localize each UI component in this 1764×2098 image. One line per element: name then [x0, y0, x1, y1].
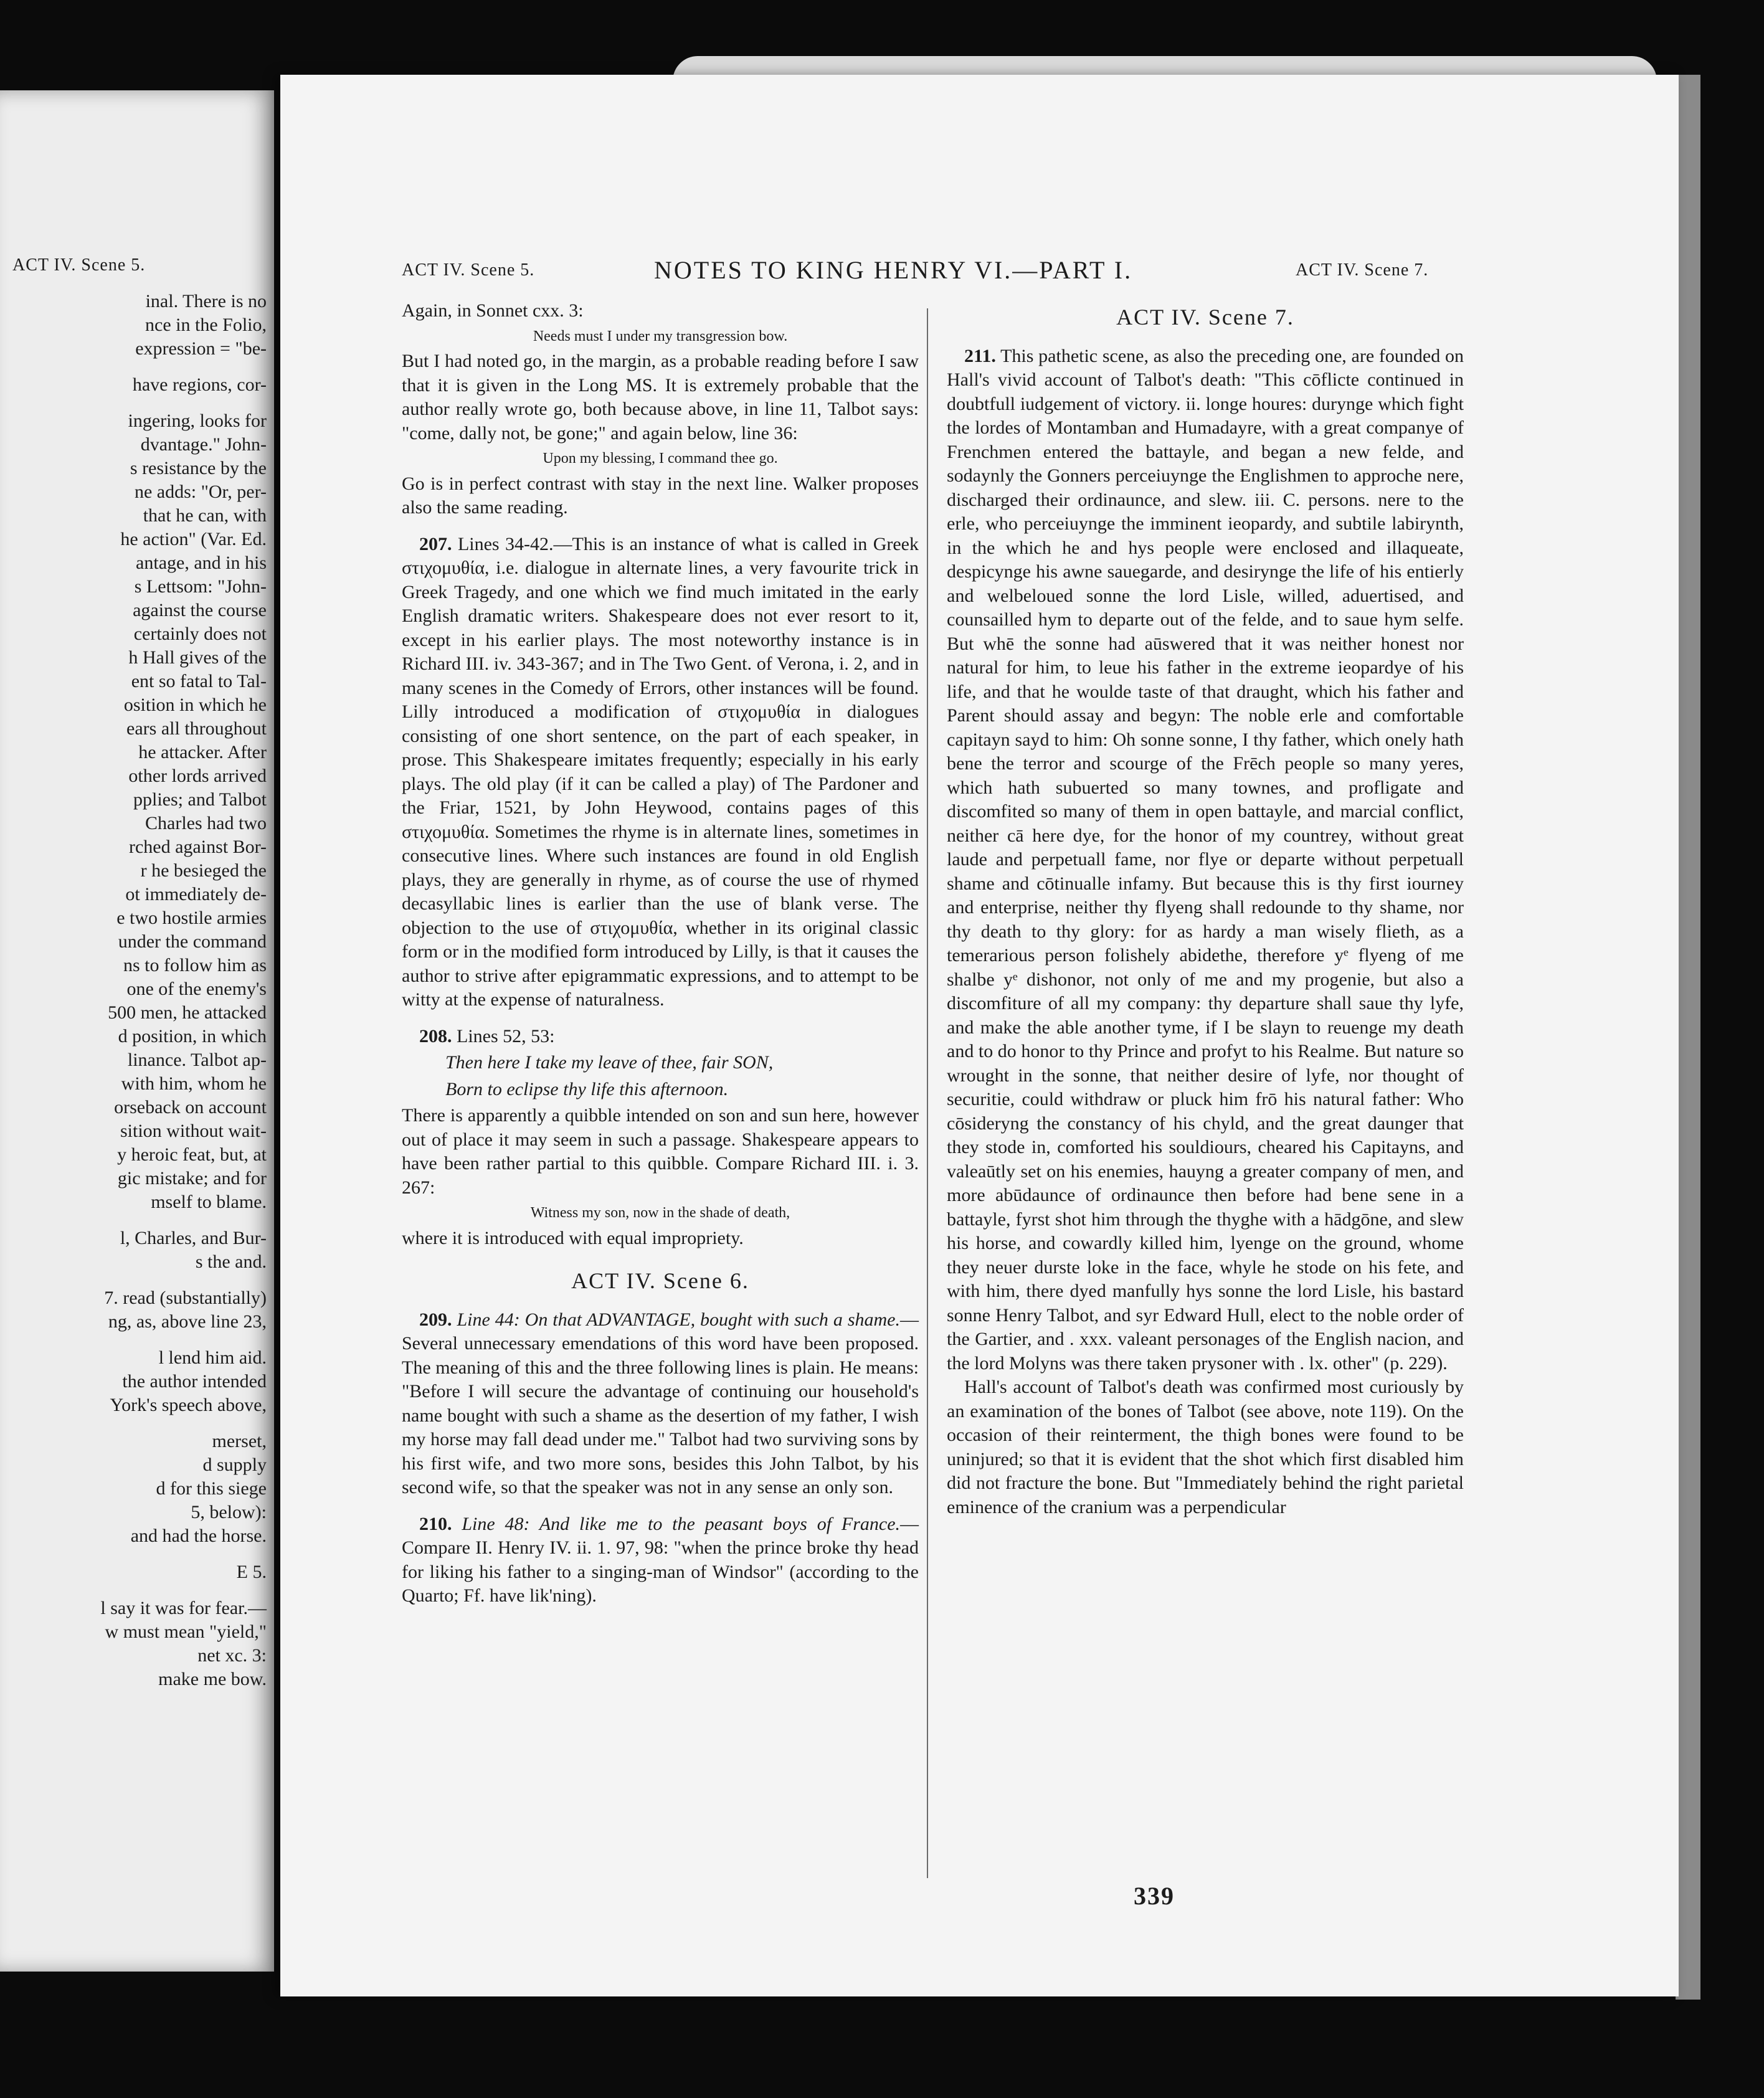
left-page-line: under the command — [118, 931, 267, 952]
left-page-line: linance. Talbot ap- — [127, 1050, 267, 1070]
left-page-line: rched against Bor- — [129, 837, 267, 857]
left-page-line: h Hall gives of the — [128, 647, 267, 668]
left-page-line: merset, — [212, 1431, 267, 1451]
paragraph: Hall's account of Talbot's death was confirmed most curiously by an examination of the bones of Talbot (see above, note 119). On the occasion of their reinterment, the thigh bones were found to be uninjured; so that it is evident that the shot which first disabled him did not fracture the bone. But "Immediately behind the right parietal eminence of the cranium was a perpendicular — [947, 1377, 1464, 1517]
left-page-line: the author intended — [122, 1371, 267, 1392]
right-page — [280, 75, 1679, 1996]
running-head-title: NOTES TO KING HENRY VI.—PART I. — [654, 256, 1133, 284]
note-number: 208. — [419, 1025, 452, 1047]
left-page-line: w must mean "yield," — [105, 1621, 267, 1642]
note-number: 211. — [964, 345, 996, 366]
left-page-line: d supply — [202, 1455, 267, 1475]
left-page-line: expression = "be- — [135, 338, 267, 359]
note-text: This pathetic scene, as also the preceding one, are founded on Hall's vivid account of Talbot's death: "This cōflicte continued in doubtfull iudgement of victory. ii. longe houres: durynge which fight the lordes of Montamban and Humadayre, with a great companye of Frenchmen entered the battayle, and began a new felde, and sodaynly the Gonners perceiuynge the Englishmen to approche nere, discharged their ordinaunce, and slew. iii. C. persons. nere to the erle, who perceiuynge the imminent ieopardy, and subtile labirynth, in the which he and hys people were enclosed and illaqueate, despicynge his awne sauegarde, and desirynge the life of his entierly and welbeloued sonne the lord Lisle, willed, aduertised, and counsailled hym to departe out of the felde, and to saue hym selfe. But whē the sonne had aūswered that it was neither honest nor natural for him, to leue his father in the extreme ieopardye of his life, and that he woulde taste of that draught, which his father and Parent should assay and begyn: The noble erle and comfortable capitayn sayd to him: Oh sonne sonne, I thy father, which onely hath bene the terror and scourge of the Frēch people so many yeres, which hath subuerted so many townes, and profligate and discomfited so many of them in open battayle, and marcial conflict, neither cā here dye, for the honor of my countrey, without great laude and perpetuall fame, nor flye or departe without perpetuall shame and cōtinualle infamy. But because this is thy first iourney and enterprise, neither thy flyeng shall redounde to thy shame, nor thy death to thy glory: for as hardy a man wisely flieth, as a temerarious person folishely abidethe, therefore yᵉ flyeng of me shalbe yᵉ dishonor, not only of me and my progenie, but also a discomfiture of all my company: thy departure shall saue thy lyfe, and make the able another tyme, if I be slayn to reuenge my death and to do honor to thy Prince and profyt to his Realme. But nature so wrought in the sonne, that neither desire of lyfe, nor thought of securitie, could withdraw or pluck him frō his natural father: Who cōsideryng the constancy of his chyld, and the great daunger that they stode in, comforted his souldiours, cheared his Capitayns, and valeaūtly set on his enemies, hauyng a greater company of men, and more abūdaunce of ordinaunce then before had bene sene in a battayle, fyrst shot him through the thyghe with a hādgōne, and slew his horse, and cowardly killed him, lyenge on the ground, whome they neuer durste loke in the face, whyle he stode on his fete, and with him, there dyed manfully hys sonne the lord Lisle, his bastard sonne Henry Talbot, and syr Edward Hull, elect to the noble order of the Gartier, and . xxx. valeant personages of the English nacion, and the lord Molyns was there taken prysoner with . lx. other" (p. 229). — [947, 345, 1464, 1374]
left-page-line: 5, below): — [191, 1502, 267, 1522]
left-page-line: s the and. — [195, 1251, 267, 1272]
left-facing-page — [0, 90, 274, 1972]
note-lead: Line 48: And like me to the peasant boys of France. — [462, 1513, 901, 1534]
note-number: 209. — [419, 1309, 452, 1330]
left-page-line: against the course — [133, 600, 267, 620]
left-page-line: he attacker. After — [138, 742, 267, 762]
note-209 — [402, 1308, 919, 1500]
left-page-line: pplies; and Talbot — [133, 789, 267, 810]
column-divider — [927, 308, 928, 1878]
left-page-line: have regions, cor- — [132, 374, 267, 395]
left-page-line: l, Charles, and Bur- — [120, 1228, 267, 1248]
paragraph: But I had noted go, in the margin, as a probable reading before I saw that it is given in the Long MS. It is extremely probable that the author really wrote go, both because above, in line 11, Talbot says: "come, dally not, be gone;" and again below, line 36: — [402, 351, 919, 444]
left-page-line: 7. read (substantially) — [104, 1288, 267, 1308]
left-page-line: one of the enemy's — [126, 979, 267, 999]
quote-richard: Witness my son, now in the shade of death, — [530, 1205, 790, 1221]
left-page-line: d position, in which — [118, 1026, 267, 1047]
page-number: 339 — [1134, 1882, 1175, 1910]
left-page-line: orseback on account — [114, 1097, 267, 1118]
left-page-line: ingering, looks for — [128, 411, 267, 431]
left-page-line: he action" (Var. Ed. — [120, 529, 267, 549]
quote-sonnet: Needs must I under my transgression bow. — [533, 328, 788, 344]
verse-line: Then here I take my leave of thee, fair SON, — [445, 1052, 774, 1073]
left-page-line: certainly does not — [133, 624, 267, 644]
left-page-line: mself to blame. — [151, 1192, 267, 1212]
note-lead: Line 44: On that ADVANTAGE, bought with such a shame. — [457, 1309, 900, 1330]
left-page-line: ent so fatal to Tal- — [131, 671, 267, 691]
verse-line: Born to eclipse thy life this afternoon. — [445, 1078, 729, 1099]
scene-6-heading: ACT IV. Scene 6. — [571, 1268, 749, 1293]
note-text: Lines 34-42.—This is an instance of what is called in Greek στιχομυθία, i.e. dialogue in alternate lines, a very favourite trick in Greek Tragedy, and one which we find much imitated in the early English dramatic writers. Shakespeare does not ever resort to it, except in his earlier plays. The most noteworthy instance is in Richard III. iv. 343-367; and in The Two Gent. of Verona, i. 2, and in many scenes in the Comedy of Errors, other instances will be found. Lilly introduced a modification of στιχομυθία in dialogues consisting of one short sentence, on the part of each speaker, in prose. This Shakespeare imitates frequently; especially in his early plays. The old play (if it can be called a play) of The Pardoner and the Friar, 1521, by John Heywood, contains pages of this στιχομυθία. Sometimes the rhyme is in alternate lines, sometimes in consecutive lines. Where such instances are found in old English plays, they are generally in rhyme, as of course the use of rhymed decasyllabic lines is earlier than the use of blank verse. The objection to the use of στιχομυθία, whether in its original classic form or in the modified form introduced by Lilly, is that it causes the author to strive after epigrammatic expressions, and to attempt to be witty at the expense of naturalness. — [402, 533, 919, 1010]
left-page-running-head: ACT IV. Scene 5. — [12, 255, 146, 275]
note-number: 207. — [419, 533, 452, 554]
left-page-line: s resistance by the — [130, 458, 267, 478]
left-page-line: antage, and in his — [136, 553, 267, 573]
left-page-line: y heroic feat, but, at — [117, 1144, 267, 1165]
quote-blessing: Upon my blessing, I command thee go. — [543, 450, 778, 467]
left-page-line: ears all throughout — [126, 718, 267, 739]
note-heading: Lines 52, 53: — [457, 1025, 555, 1047]
intro-line: Again, in Sonnet cxx. 3: — [402, 300, 584, 321]
left-page-line: Charles had two — [145, 813, 267, 833]
left-page-line: osition in which he — [123, 695, 267, 715]
left-page-line: ns to follow him as — [123, 955, 267, 975]
left-page-line: d for this siege — [156, 1478, 267, 1499]
note-208 — [402, 1025, 919, 1049]
running-head — [280, 255, 1679, 287]
left-page-line: l lend him aid. — [158, 1347, 267, 1368]
running-head-left: ACT IV. Scene 5. — [402, 260, 535, 280]
note-207 — [402, 533, 919, 1012]
left-page-line: net xc. 3: — [197, 1645, 267, 1666]
left-page-line: that he can, with — [143, 505, 267, 526]
left-page-line: make me bow. — [158, 1669, 267, 1689]
note-text: —Several unnecessary emendations of this word have been proposed. The meaning of this and the three following lines is plain. He means: "Before I will secure the advantage of continuing our household's name bought with such a shame as the desertion of my father, I wish my horse may fall dead under me." Talbot had two surviving sons by his first wife, and two more sons, besides this John Talbot, by his second wife, so that the speaker was not in any sense an only son. — [402, 1309, 919, 1498]
running-head-right: ACT IV. Scene 7. — [1296, 260, 1429, 280]
left-page-line: gic mistake; and for — [117, 1168, 267, 1189]
left-page-line: ot immediately de- — [125, 884, 267, 904]
note-211 — [947, 344, 1464, 1376]
book-page-edge-right — [1676, 75, 1700, 2000]
left-page-line: l say it was for fear.— — [100, 1598, 267, 1618]
left-page-line: dvantage." John- — [140, 434, 267, 455]
note-text: where it is introduced with equal impropriety. — [402, 1227, 744, 1248]
note-text: —Compare II. Henry IV. ii. 1. 97, 98: "when the prince broke thy head for liking his father to a singing-man of Windsor" (according to the Quarto; Ff. have lik'ning). — [402, 1513, 919, 1606]
left-column — [402, 299, 919, 1608]
left-page-line: sition without wait- — [120, 1121, 267, 1141]
left-page-line: ng, as, above line 23, — [108, 1311, 267, 1332]
left-page-line: inal. There is no — [145, 291, 267, 311]
right-column — [947, 299, 1464, 1519]
left-page-line: 500 men, he attacked — [108, 1002, 267, 1023]
left-page-line: E 5. — [236, 1562, 267, 1582]
left-page-line: s Lettsom: "John- — [134, 576, 267, 597]
note-number: 210. — [419, 1513, 452, 1534]
left-page-line: nce in the Folio, — [145, 315, 267, 335]
left-page-line: r he besieged the — [140, 860, 267, 881]
paragraph: Go is in perfect contrast with stay in the next line. Walker proposes also the same reading. — [402, 473, 919, 518]
left-page-line: and had the horse. — [130, 1526, 267, 1546]
left-page-line: other lords arrived — [128, 766, 267, 786]
left-page-line: ne adds: "Or, per- — [134, 482, 267, 502]
left-page-line: e two hostile armies — [116, 908, 267, 928]
scene-7-heading: ACT IV. Scene 7. — [1116, 305, 1294, 330]
left-page-line: with him, whom he — [121, 1073, 267, 1094]
note-text: There is apparently a quibble intended on son and sun here, however out of place it may seem in such a passage. Shakespeare appears to have been rather partial to this quibble. Compare Richard III. i. 3. 267: — [402, 1105, 919, 1198]
left-page-line: York's speech above, — [110, 1395, 267, 1415]
note-210 — [402, 1512, 919, 1608]
